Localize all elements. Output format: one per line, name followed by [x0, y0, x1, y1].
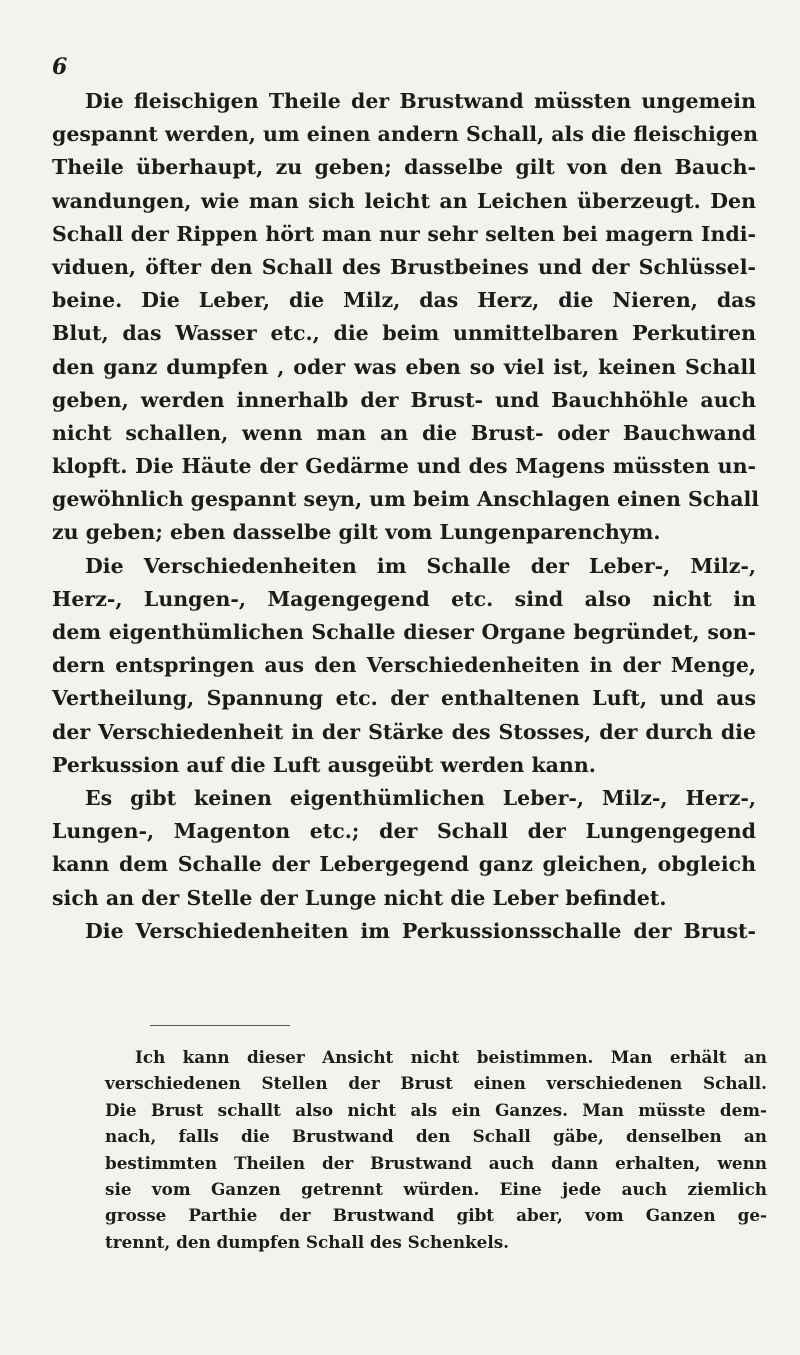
text-line: Die fleischigen Theile der Brustwand müssten ungemein	[85, 89, 756, 113]
text-line: sich an der Stelle der Lunge nicht die Leber befindet.	[52, 885, 667, 910]
text-line: Lungen-, Magenton etc.; der Schall der Lungengegend	[52, 819, 756, 844]
text-line: Es gibt keinen eigenthümlichen Leber-, Milz-, Herz-,	[85, 785, 756, 810]
text-line: dem eigenthümlichen Schalle dieser Organe begründet, son-	[52, 620, 756, 644]
text-line: kann dem Schalle der Lebergegend ganz gleichen, obgleich	[52, 852, 756, 877]
text-line: wandungen, wie man sich leicht an Leichen überzeugt. Den	[52, 188, 756, 213]
text-line: Perkussion auf die Luft ausgeübt werden kann.	[52, 752, 596, 777]
footnote-line: verschiedenen Stellen der Brust einen verschiedenen Schall.	[105, 1073, 767, 1094]
text-line: Blut, das Wasser etc., die beim unmittelbaren Perkutiren	[52, 321, 756, 346]
text-line: Die Verschiedenheiten im Schalle der Leber-, Milz-,	[85, 553, 756, 578]
footnote-line: sie vom Ganzen getrennt würden. Eine jede auch ziemlich	[105, 1178, 767, 1199]
text-line: dern entspringen aus den Verschiedenheiten in der Menge,	[52, 653, 756, 678]
footnote-line: grosse Parthie der Brustwand gibt aber, vom Ganzen ge-	[105, 1205, 767, 1226]
text-line: Vertheilung, Spannung etc. der enthaltenen Luft, und aus	[52, 686, 756, 711]
footnote-line: bestimmten Theilen der Brustwand auch dann erhalten, wenn	[105, 1152, 767, 1173]
text-line: klopft. Die Häute der Gedärme und des Magens müssten un-	[52, 454, 756, 479]
footnote-line: nach, falls die Brustwand den Schall gäbe, denselben an	[105, 1126, 767, 1147]
footnote	[105, 1044, 767, 1255]
footnote-divider	[150, 1025, 290, 1026]
text-line: der Verschiedenheit in der Stärke des Stosses, der durch die	[52, 719, 756, 744]
text-line: Schall der Rippen hört man nur sehr selten bei magern Indi-	[52, 221, 756, 246]
text-line: nicht schallen, wenn man an die Brust- oder Bauchwand	[52, 420, 756, 445]
main-text	[52, 85, 760, 948]
page-number: 6	[52, 54, 68, 80]
footnote-line: Ich kann dieser Ansicht nicht beistimmen. Man erhält an	[135, 1047, 767, 1067]
text-line: geben, werden innerhalb der Brust- und Bauchhöhle auch	[52, 387, 756, 412]
footnote-line: Die Brust schallt also nicht als ein Ganzes. Man müsste dem-	[105, 1099, 767, 1120]
text-line: Theile überhaupt, zu geben; dasselbe gilt von den Bauch-	[52, 155, 756, 180]
text-line: gespannt werden, um einen andern Schall, als die fleischigen	[52, 122, 759, 147]
text-line: Die Verschiedenheiten im Perkussionsschalle der Brust-	[85, 918, 756, 943]
text-line: Herz-, Lungen-, Magengegend etc. sind also nicht in	[52, 586, 756, 611]
text-line: beine. Die Leber, die Milz, das Herz, die Nieren, das	[52, 288, 756, 313]
text-line: viduen, öfter den Schall des Brustbeines und der Schlüssel-	[52, 254, 756, 279]
footnote-line: trennt, den dumpfen Schall des Schenkels.	[105, 1231, 510, 1252]
text-line: den ganz dumpfen , oder was eben so viel ist, keinen Schall	[52, 354, 756, 379]
text-line: gewöhnlich gespannt seyn, um beim Anschlagen einen Schall	[52, 487, 760, 512]
text-line: zu geben; eben dasselbe gilt vom Lungenparenchym.	[52, 520, 661, 545]
